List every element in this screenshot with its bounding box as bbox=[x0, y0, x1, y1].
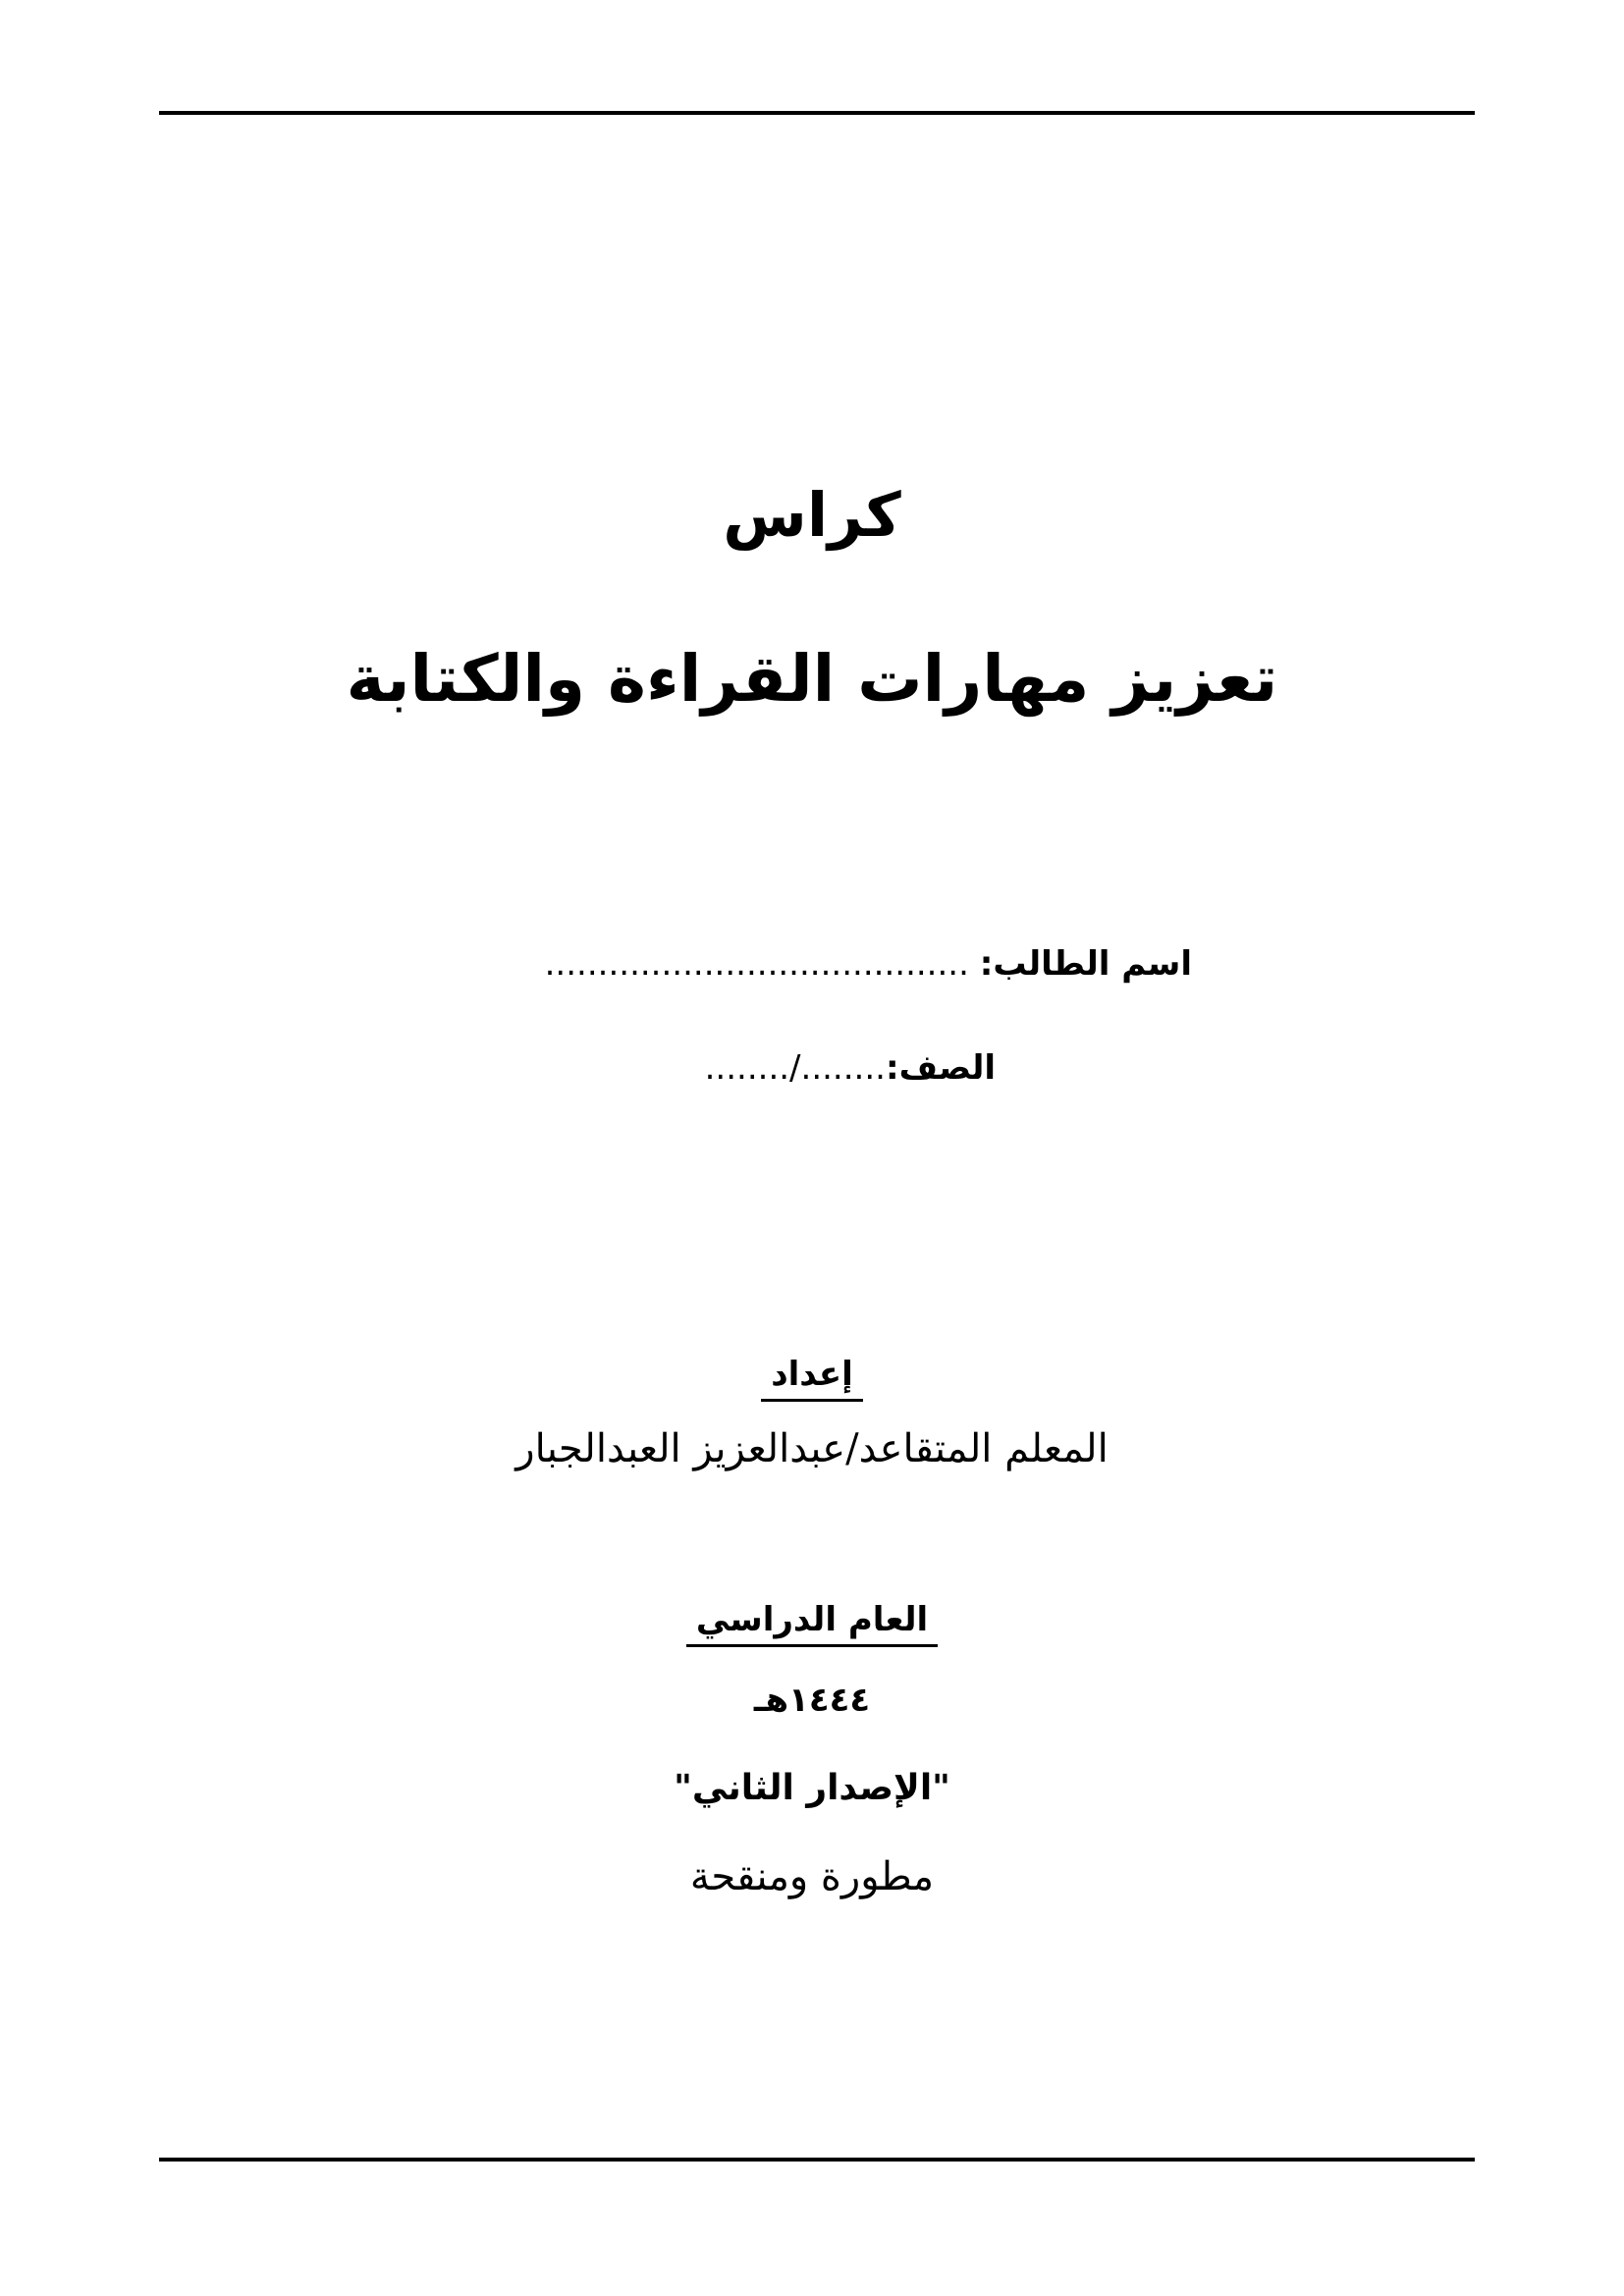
prepared-by-label: إعداد bbox=[761, 1355, 863, 1402]
hijri-year: ١٤٤٤هـ bbox=[753, 1681, 871, 1720]
academic-year-label: العام الدراسي bbox=[686, 1600, 938, 1647]
class-blank: ......../........ bbox=[704, 1048, 886, 1088]
top-border-rule bbox=[159, 111, 1475, 115]
academic-year-heading bbox=[0, 1600, 1624, 1647]
title-line-2: تعزيز مهارات القراءة والكتابة bbox=[346, 641, 1278, 717]
class-field bbox=[705, 1048, 996, 1089]
student-name-label: اسم الطالب: bbox=[979, 944, 1192, 984]
prepared-by-heading bbox=[0, 1355, 1624, 1402]
title-line-1: كراس bbox=[723, 479, 901, 551]
author-name: المعلم المتقاعد/عبدالعزيز العبدالجبار bbox=[515, 1426, 1109, 1471]
student-name-field bbox=[545, 944, 1192, 985]
student-name-blank: ........................................ bbox=[544, 944, 969, 984]
edition-note: مطورة ومنقحة bbox=[689, 1854, 935, 1899]
bottom-border-rule bbox=[159, 2158, 1475, 2162]
class-label: الصف: bbox=[885, 1048, 996, 1088]
edition-label: "الإصدار الثاني" bbox=[674, 1768, 950, 1808]
